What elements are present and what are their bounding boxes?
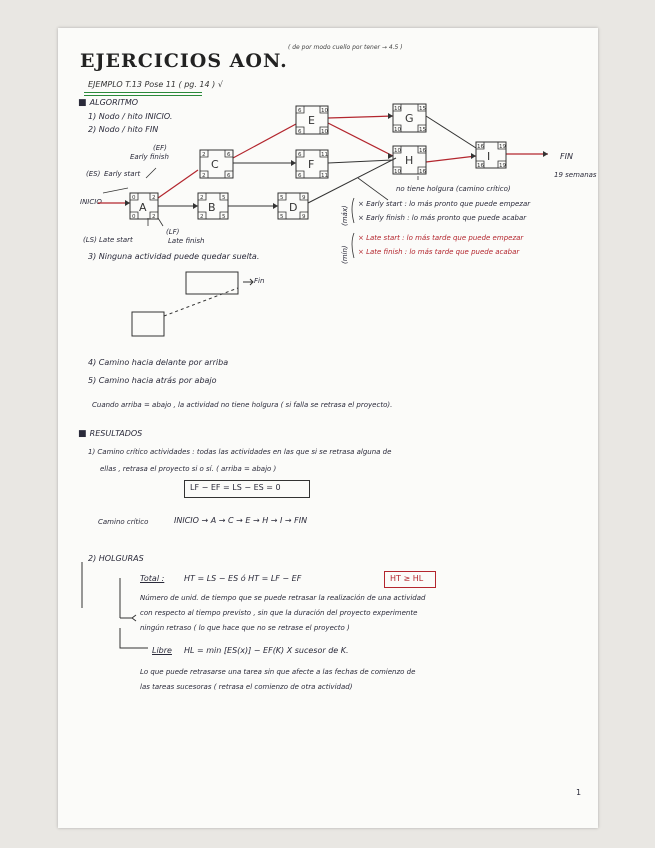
holguras-heading: 2) HOLGURAS xyxy=(88,554,144,563)
top-down-note: Cuando arriba = abajo , la actividad no tiene holgura ( si falla se retrasa el proyecto). xyxy=(92,401,393,409)
min-tag: (mín) xyxy=(341,245,349,264)
node-c-lf: 6 xyxy=(227,173,231,179)
max-tag: (máx) xyxy=(341,205,349,226)
node-c-es: 2 xyxy=(202,152,206,158)
libre-formula: HL = min [ES(x)] − EF(K) X sucesor de K. xyxy=(184,646,349,655)
edge-f-h xyxy=(328,160,393,163)
node-a xyxy=(130,193,158,220)
side-note: ( de por modo cuello por tener → 4.5 ) xyxy=(288,44,403,51)
total-label: Total : xyxy=(140,574,165,583)
critical-path-label: Camino crítico xyxy=(98,518,149,526)
fin-small-label: Fin xyxy=(254,277,265,285)
ls-text: (LS) Late start xyxy=(83,236,133,244)
total-desc-1: Número de unid. de tiempo que se puede retrasar la realización de una actividad xyxy=(140,594,426,602)
node-e xyxy=(296,106,328,135)
node-a-lf: 2 xyxy=(152,214,156,220)
node-d-label: D xyxy=(289,201,298,214)
node-c-ef: 6 xyxy=(227,152,231,158)
edge-a-c xyxy=(158,170,198,198)
node-b xyxy=(198,193,228,220)
node-b-ef: 5 xyxy=(222,195,226,201)
node-e-ef: 10 xyxy=(321,108,328,114)
page-number: 1 xyxy=(576,788,582,797)
node-b-es: 2 xyxy=(200,195,204,201)
node-h-es: 10 xyxy=(394,148,401,154)
node-f-label: F xyxy=(308,158,315,171)
aon-network-diagram xyxy=(58,28,598,828)
node-e-es: 6 xyxy=(298,108,302,114)
total-desc-2: con respecto al tiempo previsto , sin que la duración del proyecto experimente xyxy=(140,609,418,617)
node-g-ef: 15 xyxy=(419,106,426,112)
def-late-finish: × Late finish : lo más tarde que puede acabar xyxy=(358,248,520,256)
libre-desc-1: Lo que puede retrasarse una tarea sin que afecte a las fechas de comienzo de xyxy=(140,668,416,676)
node-g xyxy=(393,104,426,133)
node-g-ls: 10 xyxy=(394,127,401,133)
node-g-lf: 15 xyxy=(419,127,426,133)
inicio-label: INICIO xyxy=(80,198,102,206)
results-item1-line2: ellas , retrasa el proyecto si o sí. ( arriba = abajo ) xyxy=(100,465,277,473)
node-a-label: A xyxy=(139,201,147,214)
node-a-ef: 2 xyxy=(152,195,156,201)
libre-label: Libre xyxy=(152,646,172,655)
node-c-label: C xyxy=(211,158,219,171)
node-h xyxy=(393,146,426,175)
lf-text: Late finish xyxy=(168,237,205,245)
algorithm-step-4: 4) Camino hacia delante por arriba xyxy=(88,358,229,367)
node-h-label: H xyxy=(405,154,414,167)
edge-g-i xyxy=(426,116,476,148)
node-d-ls: 5 xyxy=(280,214,284,220)
fin-label: FIN xyxy=(560,152,573,161)
page-title: EJERCICIOS AON. xyxy=(80,50,288,72)
node-i xyxy=(476,142,506,169)
ht-box-text: HT ≥ HL xyxy=(390,574,424,583)
node-i-es: 16 xyxy=(477,144,484,150)
node-i-label: I xyxy=(487,150,491,163)
def-late-start: × Late start : lo más tarde que puede empezar xyxy=(358,234,524,242)
node-d-lf: 9 xyxy=(302,214,306,220)
ef-text: Early finish xyxy=(130,153,169,161)
algorithm-step-1: 1) Nodo / hito INICIO. xyxy=(88,112,173,121)
node-f-lf: 11 xyxy=(321,173,328,179)
node-a-ls: 0 xyxy=(132,214,136,220)
es-label: (ES) xyxy=(86,170,101,178)
edge-e-h xyxy=(328,123,393,156)
critical-path: INICIO → A → C → E → H → I → FIN xyxy=(174,516,308,525)
node-f-ls: 6 xyxy=(298,173,302,179)
edge-c-e xyxy=(233,124,296,158)
critical-note: no tiene holgura (camino crítico) xyxy=(396,185,511,193)
ef-label: (EF) xyxy=(153,144,167,152)
node-d-es: 5 xyxy=(280,195,284,201)
node-i-lf: 19 xyxy=(499,163,506,169)
node-f-ef: 11 xyxy=(321,152,328,158)
node-b-label: B xyxy=(208,201,216,214)
bullet-icon: ■ xyxy=(78,429,90,439)
fin-weeks: 19 semanas xyxy=(554,171,597,179)
algorithm-step-3: 3) Ninguna actividad puede quedar suelta. xyxy=(88,252,260,261)
node-e-label: E xyxy=(308,114,315,127)
def-early-start: × Early start : lo más pronto que puede empezar xyxy=(358,200,531,208)
node-g-es: 10 xyxy=(394,106,401,112)
node-h-ef: 16 xyxy=(419,148,426,154)
total-desc-3: ningún retraso ( lo que hace que no se retrase el proyecto ) xyxy=(140,624,350,632)
node-f xyxy=(296,150,328,179)
node-e-ls: 6 xyxy=(298,129,302,135)
node-d xyxy=(278,193,308,220)
edge-e-g xyxy=(328,116,393,118)
results-heading-text: RESULTADOS xyxy=(89,429,143,438)
critical-formula: LF − EF = LS − ES = 0 xyxy=(190,483,281,492)
node-f-es: 6 xyxy=(298,152,302,158)
edge-h-i xyxy=(426,156,476,162)
node-c xyxy=(200,150,233,179)
exercise-reference: EJEMPLO T.13 Pose 11 ( pg. 14 ) √ xyxy=(88,80,223,89)
node-h-ls: 10 xyxy=(394,169,401,175)
bullet-icon: ■ xyxy=(78,98,90,108)
results-item1-line1: 1) Camino crítico actividades : todas las actividades en las que si se retrasa alguna de xyxy=(88,448,392,456)
node-b-ls: 2 xyxy=(200,214,204,220)
algorithm-step-5: 5) Camino hacia atrás por abajo xyxy=(88,376,217,385)
node-i-ef: 19 xyxy=(499,144,506,150)
node-d-ef: 9 xyxy=(302,195,306,201)
algorithm-heading-text: ALGORITMO xyxy=(89,98,139,107)
node-i-ls: 16 xyxy=(477,163,484,169)
node-e-lf: 10 xyxy=(321,129,328,135)
node-b-lf: 5 xyxy=(222,214,226,220)
node-c-ls: 2 xyxy=(202,173,206,179)
es-text: Early start xyxy=(104,170,141,178)
def-early-finish: × Early finish : lo más pronto que puede acabar xyxy=(358,214,527,222)
total-formula: HT = LS − ES ó HT = LF − EF xyxy=(184,574,302,583)
libre-desc-2: las tareas sucesoras ( retrasa el comienzo de otra actividad) xyxy=(140,683,353,691)
node-a-es: 0 xyxy=(132,195,136,201)
node-h-lf: 16 xyxy=(419,169,426,175)
node-g-label: G xyxy=(405,112,414,125)
lf-label: (LF) xyxy=(166,228,180,236)
notebook-page xyxy=(58,28,598,828)
algorithm-step-2: 2) Nodo / hito FIN xyxy=(88,125,159,134)
